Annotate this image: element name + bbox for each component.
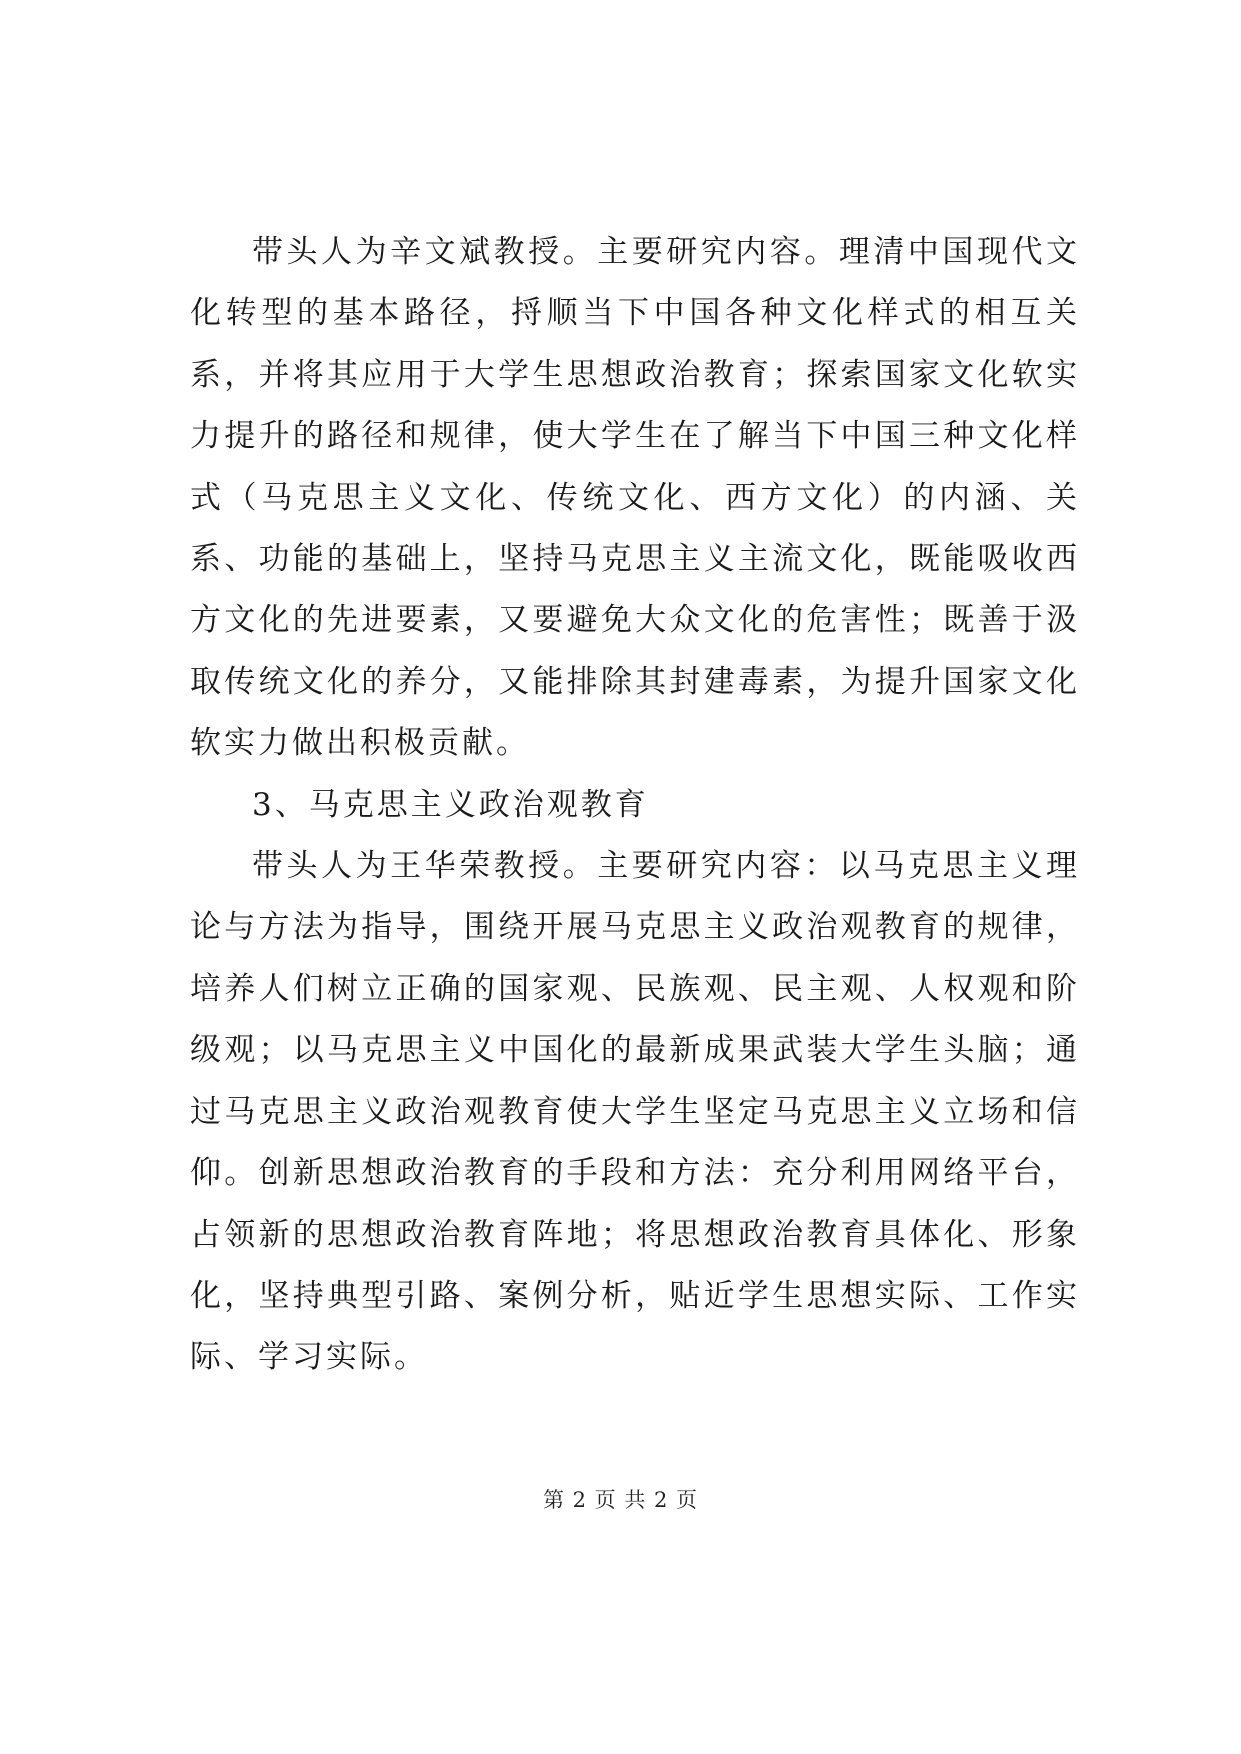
body-paragraph: 带头人为辛文斌教授。主要研究内容。理清中国现代文化转型的基本路径，捋顺当下中国各种文化样式的相互关系，并将其应用于大学生思想政治教育；探索国家文化软实力提升的路径和规律，使大学生在了解当下中国三种文化样式（马克思主义文化、传统文化、西方文化）的内涵、关系、功能的基础上，坚持马克思主义主流文化，既能吸收西方文化的先进要素，又要避免大众文化的危害性；既善于汲取传统文化的养分，又能排除其封建毒素，为提升国家文化软实力做出积极贡献。: [190, 234, 1080, 762]
section-heading: 3、马克思主义政治观教育: [252, 786, 649, 823]
document-body: [190, 222, 1080, 1389]
page-footer: 第 2 页 共 2 页: [542, 1488, 699, 1512]
body-paragraph: 带头人为王华荣教授。主要研究内容：以马克思主义理论与方法为指导，围绕开展马克思主义政治观教育的规律，培养人们树立正确的国家观、民族观、民主观、人权观和阶级观；以马克思主义中国化的最新成果武装大学生头脑；通过马克思主义政治观教育使大学生坚定马克思主义立场和信仰。创新思想政治教育的手段和方法：充分利用网络平台，占领新的思想政治教育阵地；将思想政治教育具体化、形象化，坚持典型引路、案例分析，贴近学生思想实际、工作实际、学习实际。: [190, 848, 1080, 1376]
